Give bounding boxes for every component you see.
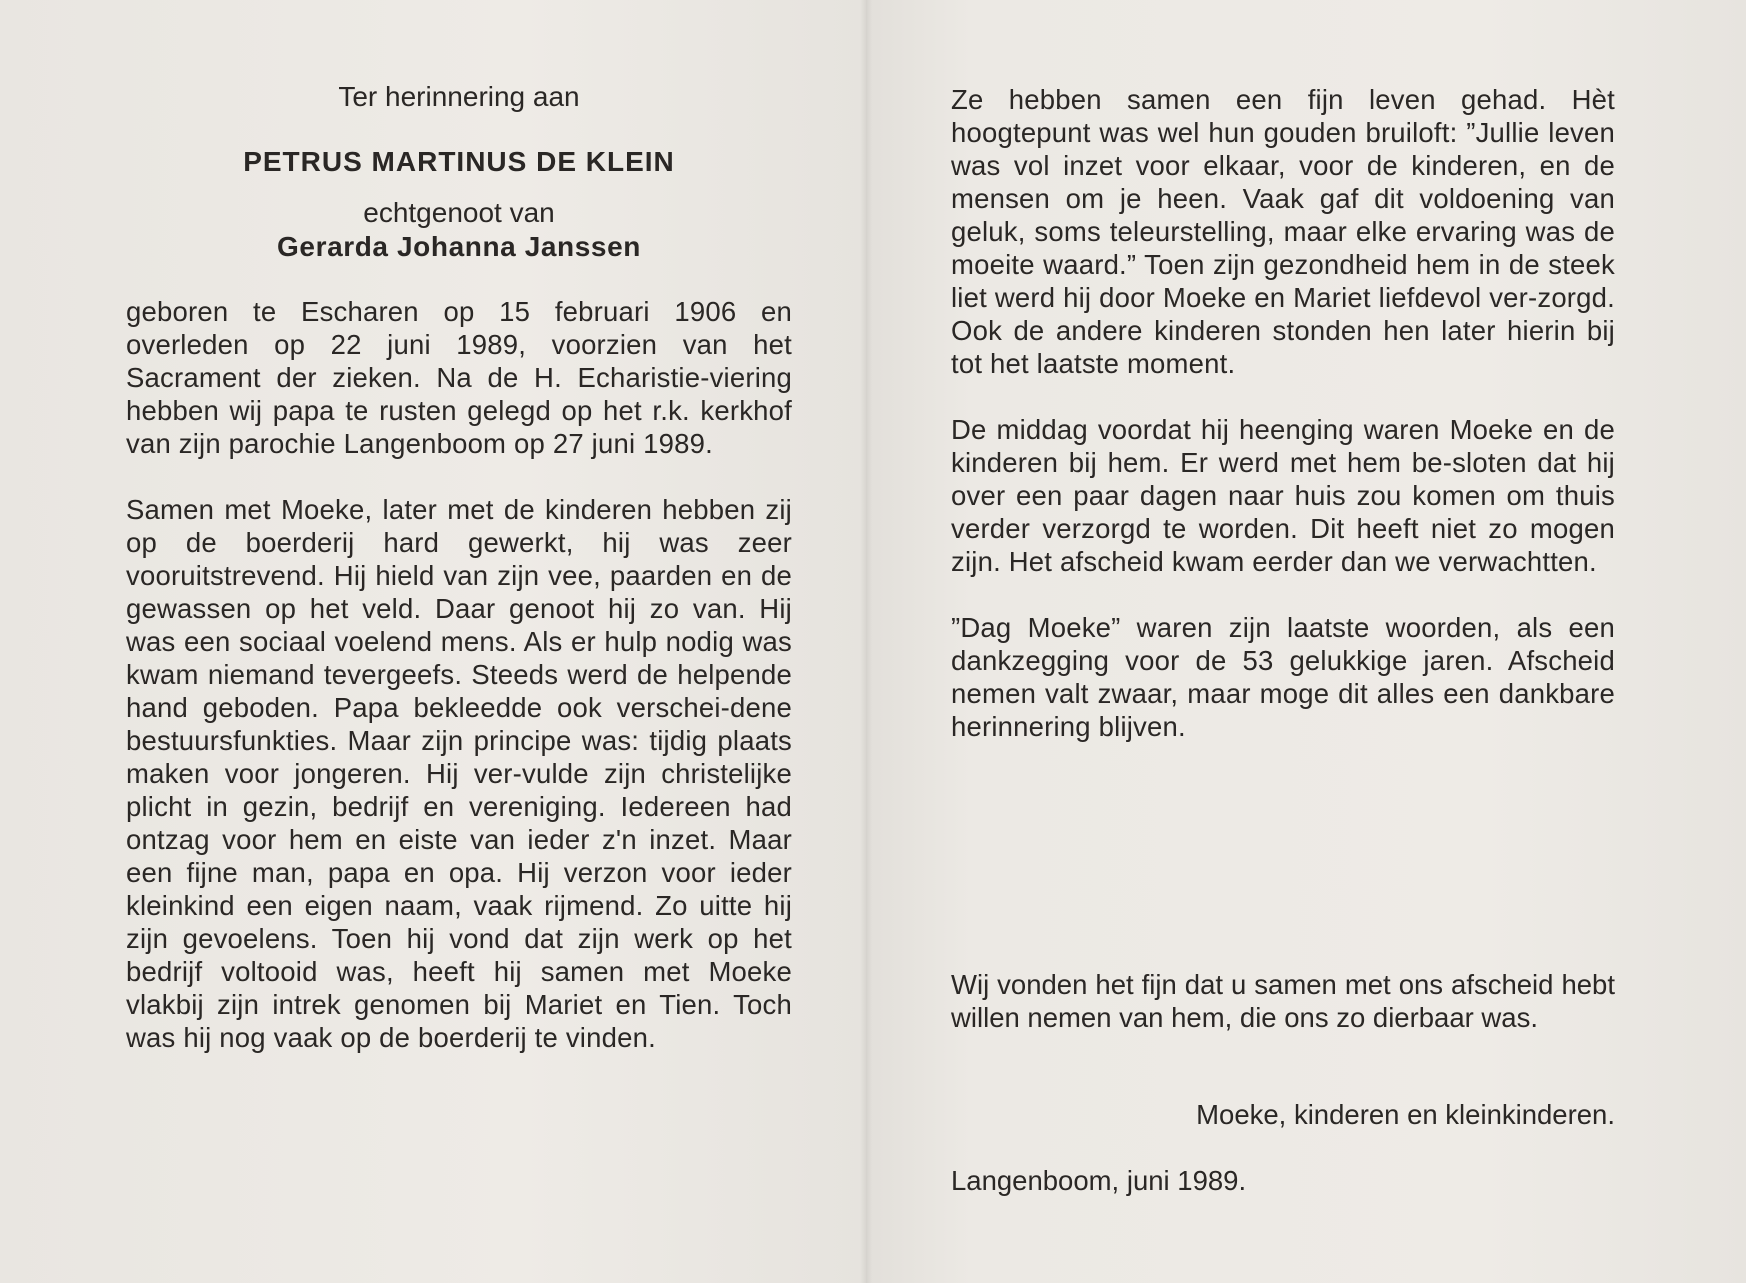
family-signature: Moeke, kinderen en kleinkinderen. [1196,1099,1615,1130]
right-text-column [951,83,1615,776]
card-fold [860,0,872,1283]
left-text-column [126,295,792,1087]
spouse-name: Gerarda Johanna Janssen [277,231,641,262]
birth-death-paragraph: geboren te Escharen op 15 februari 1906 en overleden op 22 juni 1989, voorzien van het Sacrament der zieken. Na de H. Echaristie-viering hebben wij papa te rusten gelegd op het r.k. kerkhof van zijn parochie Langenboom op 27 juni 1989. [126,296,792,459]
last-day-paragraph: De middag voordat hij heenging waren Moeke en de kinderen bij hem. Er werd met hem be-sloten dat hij over een paar dagen naar huis zou komen om thuis verder verzorgd te worden. Dit heeft niet zo mogen zijn. Het afscheid kwam eerder dan we verwachtten. [951,414,1615,577]
memorial-intro: Ter herinnering aan [338,81,580,112]
life-story-paragraph: Samen met Moeke, later met de kinderen hebben zij op de boerderij hard gewerkt, hij was zeer vooruitstrevend. Hij hield van zijn vee, paarden en de gewassen op het veld. Daar genoot hij zo van. Hij was een sociaal voelend mens. Als er hulp nodig was kwam niemand tevergeefs. Steeds werd de helpende hand geboden. Papa bekleedde ook verschei-dene bestuursfunkties. Maar zijn principe was: tijdig plaats maken voor jongeren. Hij ver-vulde zijn christelijke plicht in gezin, bedrijf en vereniging. Iedereen had ontzag voor hem en eiste van ieder z'n inzet. Maar een fijne man, papa en opa. Hij verzon voor ieder kleinkind een eigen naam, vaak rijmend. Zo uitte hij zijn gevoelens. Toen hij vond dat zijn werk op het bedrijf voltooid was, heeft hij samen met Moeke vlakbij zijn intrek genomen bij Mariet en Tien. Toch was hij nog vaak op de boerderij te vinden. [126,494,792,1053]
place-date: Langenboom, juni 1989. [951,1165,1247,1196]
last-words-paragraph: ”Dag Moeke” waren zijn laatste woorden, als een dankzegging voor de 53 gelukkige jaren. Afscheid nemen valt zwaar, maar moge dit alles een dankbare herinnering blijven. [951,612,1615,742]
deceased-name: PETRUS MARTINUS DE KLEIN [243,146,675,177]
spouse-relation: echtgenoot van [363,197,555,228]
thanks-paragraph: Wij vonden het fijn dat u samen met ons afscheid hebt willen nemen van hem, die ons zo dierbaar was. [951,969,1615,1033]
marriage-paragraph: Ze hebben samen een fijn leven gehad. Hèt hoogtepunt was wel hun gouden bruiloft: ”Jullie leven was vol inzet voor elkaar, voor de kinderen, en de mensen om je heen. Vaak gaf dit voldoening van geluk, soms teleurstelling, maar elke ervaring was de moeite waard.” Toen zijn gezondheid hem in de steek liet werd hij door Moeke en Mariet liefdevol ver-zorgd. Ook de andere kinderen stonden hen later hierin bij tot het laatste moment. [951,84,1615,379]
